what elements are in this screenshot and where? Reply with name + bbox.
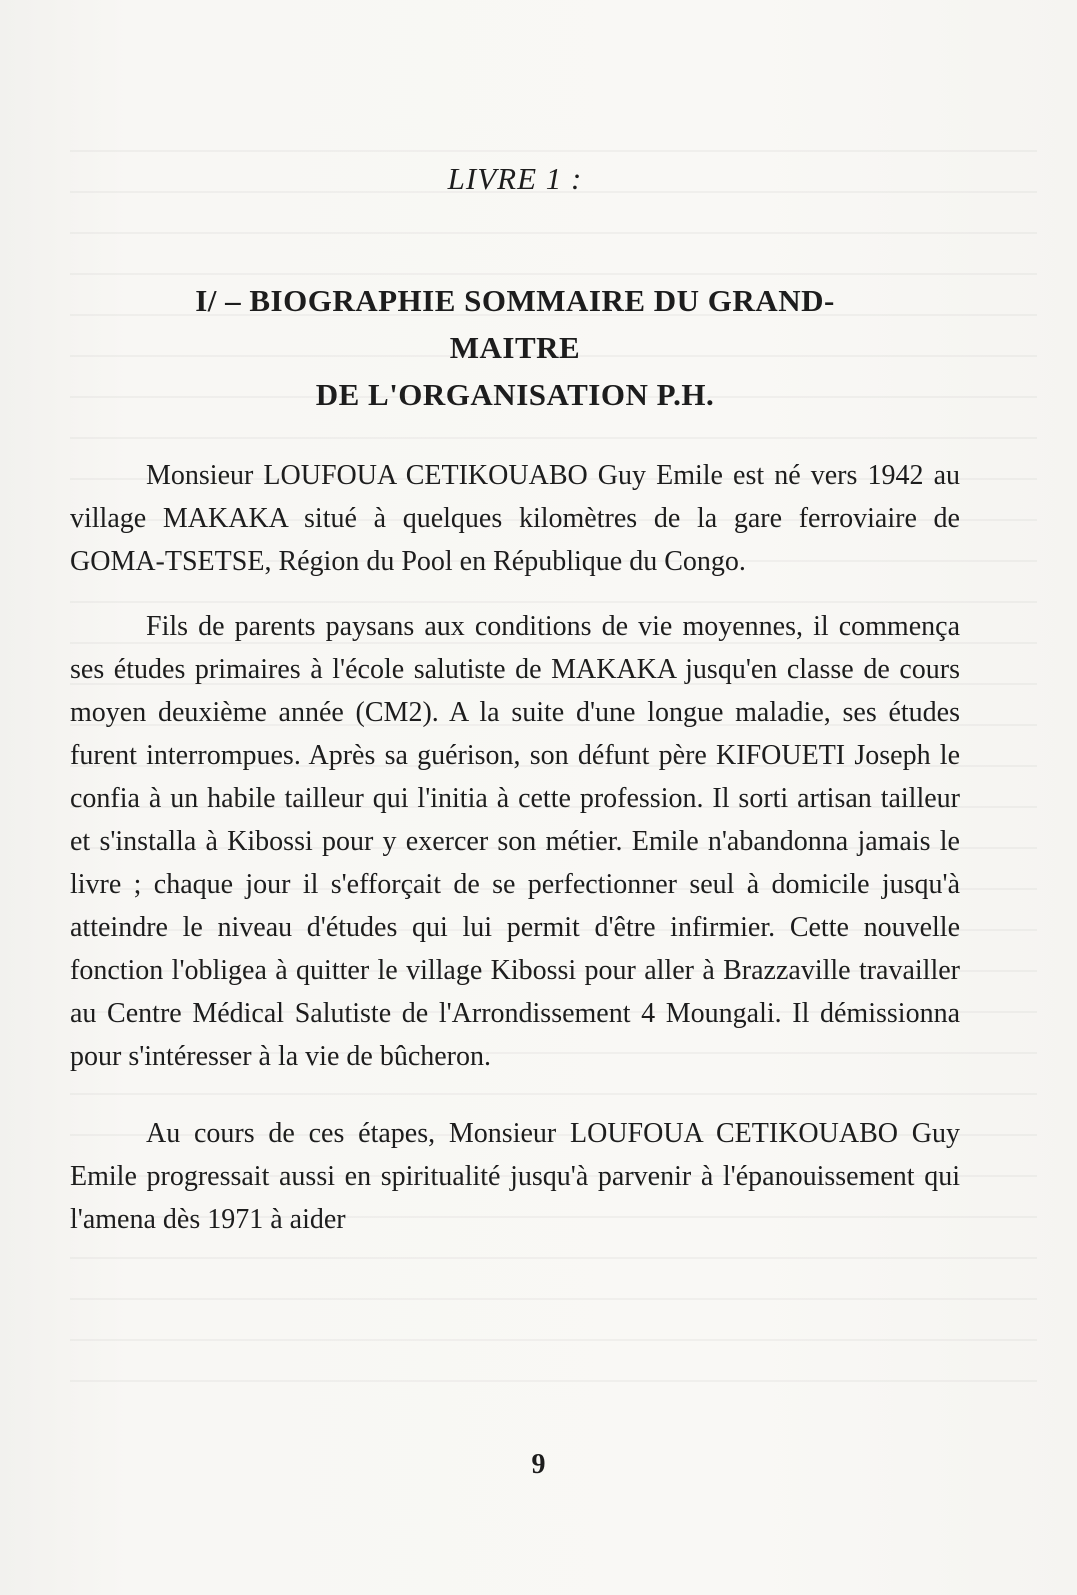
paragraph-1: Monsieur LOUFOUA CETIKOUABO Guy Emile est né vers 1942 au village MAKAKA situé à quelques kilomètres de la gare ferroviaire de GOMA-TSETSE, Région du Pool en République du Congo. bbox=[70, 460, 960, 578]
paragraph-3: Au cours de ces étapes, Monsieur LOUFOUA CETIKOUABO Guy Emile progressait aussi en spiritualité jusqu'à parvenir à l'épanouissement qui l'amena dès 1971 à aider bbox=[70, 1118, 960, 1236]
paragraph-2: Fils de parents paysans aux conditions de vie moyennes, il commença ses études primaires à l'école salutiste de MAKAKA jusqu'en classe de cours moyen deuxième année (CM2). A la suite d'une longue maladie, ses études furent interrompues. Après sa guérison, son défunt père KIFOUETI Joseph le confia à un habile tailleur qui l'initia à cette profession. Il sorti artisan tailleur et s'installa à Kibossi pour y exercer son métier. Emile n'abandonna jamais le livre ; chaque jour il s'efforçait de se perfectionner seul à domicile jusqu'à atteindre le niveau d'études qui lui permit d'être infirmier. Cette nouvelle fonction l'obligea à quitter le village Kibossi pour aller à Brazzaville travailler au Centre Médical Salutiste de l'Arrondissement 4 Moungali. Il démissionna pour s'intéresser à la vie de bûcheron. bbox=[70, 611, 960, 1073]
chapter-title-line-1: I/ – BIOGRAPHIE SOMMAIRE DU GRAND- bbox=[195, 283, 835, 319]
page-content bbox=[70, 160, 960, 1263]
chapter-title bbox=[70, 277, 960, 418]
page-number: 9 bbox=[531, 1449, 546, 1480]
chapter-title-line-2: MAITRE bbox=[449, 330, 581, 366]
chapter-title-line-3: DE L'ORGANISATION P.H. bbox=[315, 377, 715, 413]
book-label: LIVRE 1 : bbox=[447, 161, 583, 196]
